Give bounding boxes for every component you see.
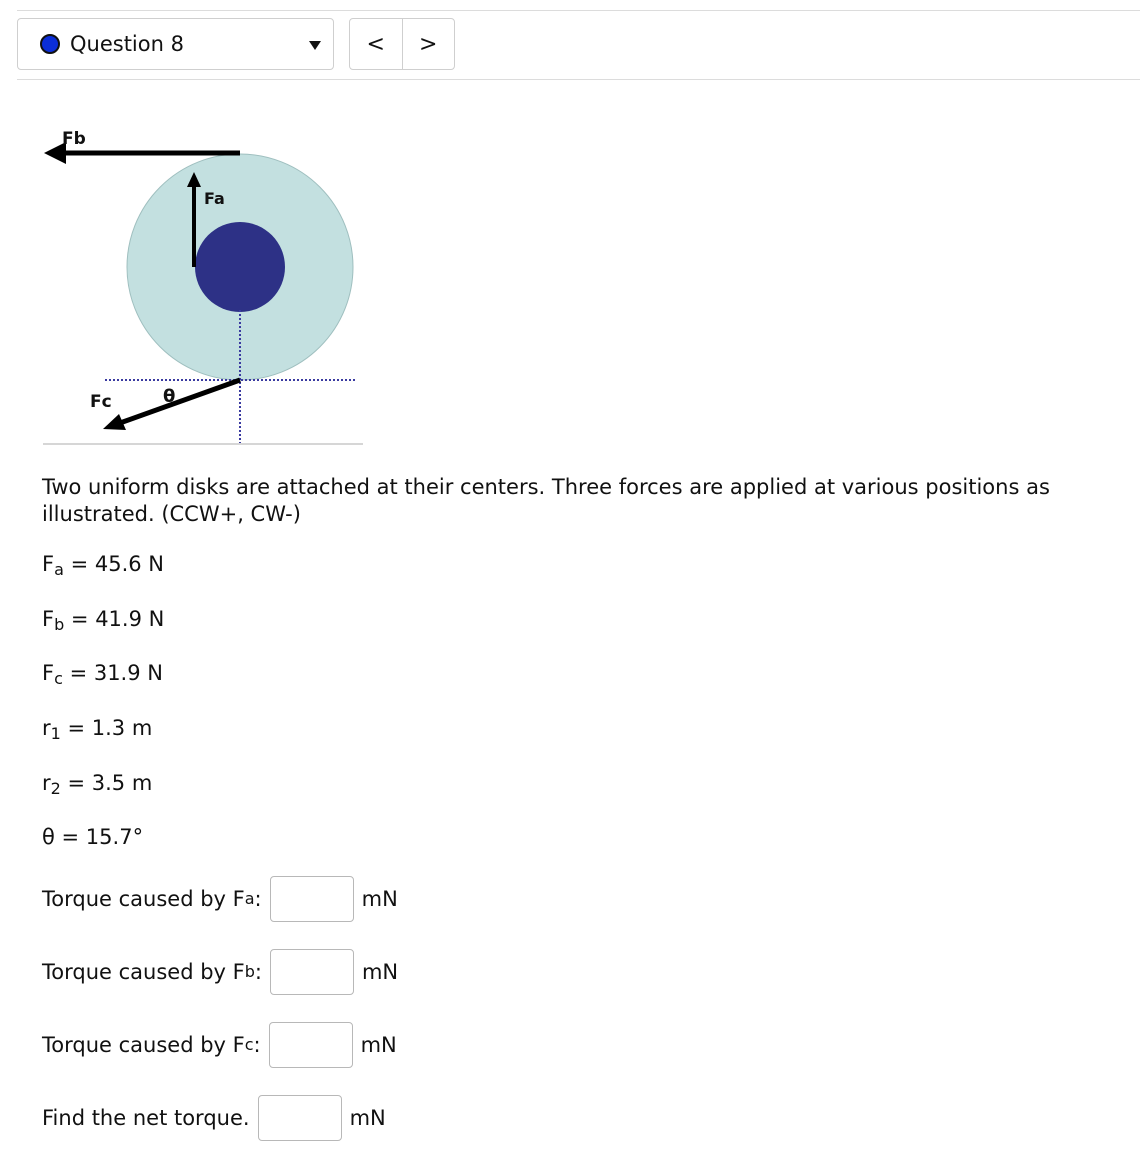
given-fb: $F_b = 41.9$ N <box>42 607 165 634</box>
given-fa: $F_a = 45.6$ N <box>42 552 164 579</box>
force-b-label: Fb <box>62 129 86 149</box>
net-torque-label: Find the net torque. <box>42 1106 250 1130</box>
torque-c-row: Torque caused by F c : mN <box>42 1022 397 1068</box>
given-theta: θ = 15.7° <box>42 825 144 849</box>
question-select[interactable] <box>17 18 334 70</box>
net-torque-row <box>42 1095 386 1141</box>
theta-label: θ <box>163 386 176 407</box>
torque-a-input[interactable] <box>270 876 354 922</box>
dropdown-caret-icon <box>309 41 321 50</box>
question-status-dot <box>40 34 60 54</box>
torque-a-label: Torque caused by F <box>42 887 245 911</box>
given-r1: $r_1 = 1.3$ m <box>42 716 153 743</box>
question-nav <box>349 18 455 70</box>
given-fc: $F_c = 31.9$ N <box>42 661 163 688</box>
problem-intro: Two uniform disks are attached at their centers. Three forces are applied at various positions as illustrated. (CCW+, CW-) <box>42 475 1050 526</box>
torque-b-input[interactable] <box>270 949 354 995</box>
force-a-label: Fa <box>204 189 225 208</box>
net-torque-unit: mN <box>349 1106 386 1130</box>
torque-b-unit: mN <box>361 960 399 984</box>
torque-a-row: Torque caused by F a : mN <box>42 876 398 922</box>
force-c-arrow-shaft <box>120 380 240 423</box>
problem-content <box>42 474 1082 1130</box>
torque-a-unit: mN <box>361 887 398 911</box>
next-question-button[interactable]: > <box>419 31 438 57</box>
torque-b-label: Torque caused by F <box>42 960 245 984</box>
previous-question-button[interactable]: < <box>350 19 403 69</box>
inner-disk <box>195 222 285 312</box>
torque-c-unit: mN <box>360 1033 397 1057</box>
force-c-label: Fc <box>90 392 112 412</box>
top-divider <box>17 10 1140 11</box>
given-r2: $r_2 = 3.5$ m <box>42 771 153 798</box>
torque-c-label: Torque caused by F <box>42 1033 245 1057</box>
net-torque-input[interactable] <box>258 1095 342 1141</box>
torque-b-row: Torque caused by F b : mN <box>42 949 398 995</box>
disk-force-diagram <box>30 110 380 455</box>
header-divider <box>17 79 1140 80</box>
torque-c-input[interactable] <box>269 1022 353 1068</box>
question-label: Question 8 <box>70 32 184 56</box>
